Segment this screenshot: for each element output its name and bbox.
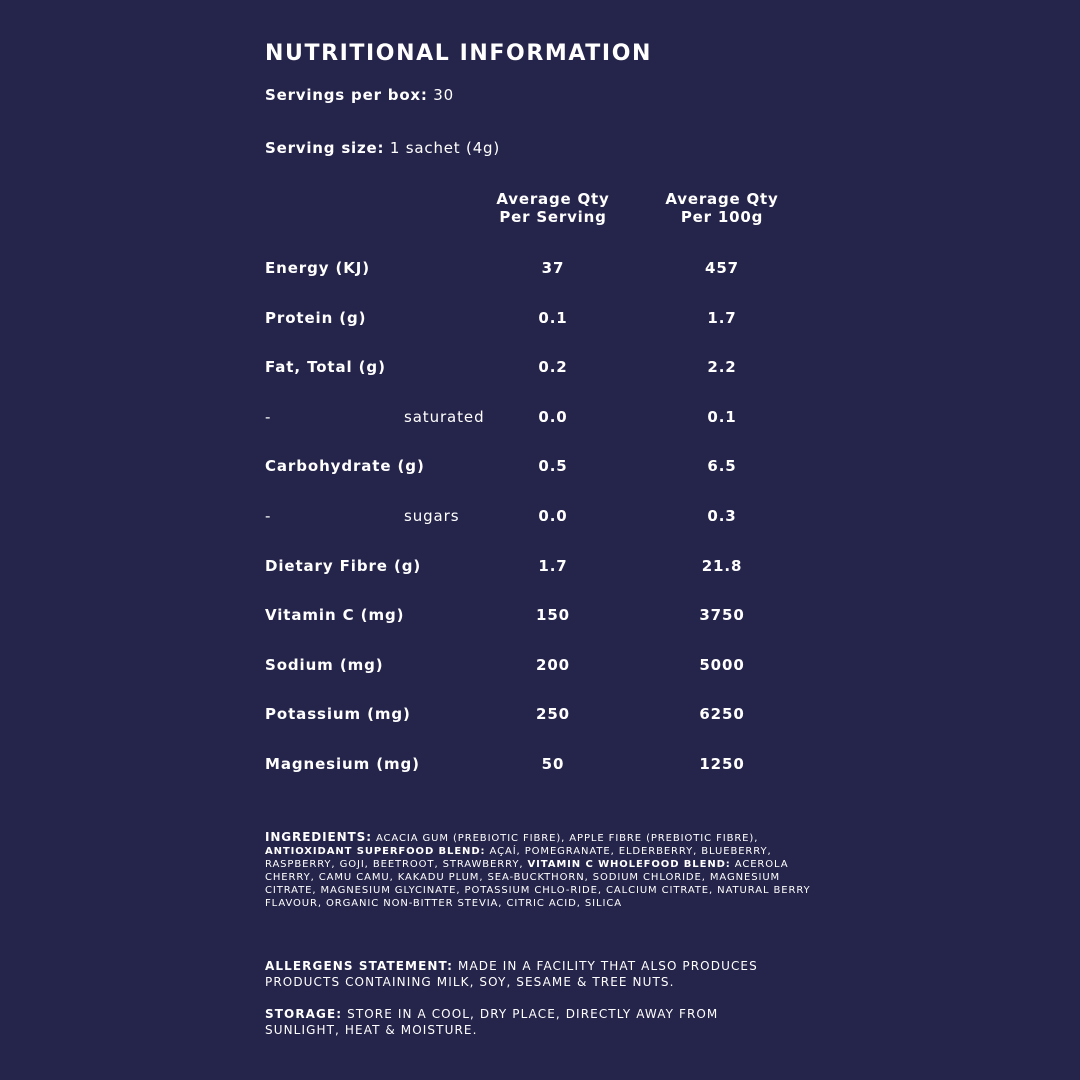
value-per-100g: 5000 [699,656,745,674]
value-per-100g: 21.8 [701,557,743,575]
value-per-serving: 0.2 [538,358,568,376]
sub-nutrient-name: saturated [404,408,485,426]
value-per-100g: 0.1 [707,408,737,426]
nutrient-row [265,306,845,330]
value-per-serving: 150 [535,606,570,624]
blend-label: ANTIOXIDANT SUPERFOOD BLEND: [265,846,486,857]
serving-size-value: 1 sachet (4g) [389,139,501,157]
column-header-line: Per Serving [499,208,607,226]
value-per-serving: 0.1 [538,309,568,327]
ingredients-label: INGREDIENTS: [265,830,372,844]
nutrient-row [265,405,845,429]
value-per-serving: 0.0 [538,507,568,525]
nutrient-row [265,355,845,379]
storage-statement [265,1006,785,1038]
value-per-100g: 6.5 [707,457,737,475]
value-per-100g: 3750 [699,606,745,624]
value-per-serving: 0.0 [538,408,568,426]
nutrition-panel [265,0,845,1080]
nutrient-row [265,702,845,726]
column-header-line: Average Qty [665,190,779,208]
value-per-100g: 457 [704,259,739,277]
value-per-serving: 1.7 [538,557,568,575]
nutrient-row [265,603,845,627]
column-header-line: Average Qty [496,190,610,208]
sub-nutrient-dash: - [265,408,272,426]
nutrient-name: Sodium (mg) [265,656,384,674]
page-title: NUTRITIONAL INFORMATION [265,41,653,66]
ingredients-statement [265,831,835,910]
nutrient-name: Energy (KJ) [265,259,371,277]
value-per-100g: 1250 [699,755,745,773]
value-per-serving: 37 [541,259,565,277]
ingredients-text: ACACIA GUM (PREBIOTIC FIBRE), APPLE FIBRE (PREBIOTIC FIBRE), [371,833,759,844]
storage-text: STORE IN A COOL, DRY PLACE, DIRECTLY AWAY FROM SUNLIGHT, HEAT & MOISTURE. [265,1007,719,1037]
nutrient-row [265,752,845,776]
sub-nutrient-dash: - [265,507,272,525]
nutrient-name: Fat, Total (g) [265,358,386,376]
serving-size [265,138,500,158]
value-per-100g: 1.7 [707,309,737,327]
storage-label: STORAGE: [265,1007,343,1021]
value-per-serving: 50 [541,755,565,773]
ingredients-text: AÇAÍ, POMEGRANATE, ELDERBERRY, BLUEBERRY, RASPBERRY, GOJI, BEETROOT, STRAWBERRY, [265,846,772,870]
blend-label: VITAMIN C WHOLEFOOD BLEND: [527,859,731,870]
allergens-label: ALLERGENS STATEMENT: [265,959,454,973]
servings-label: Servings per box: [265,86,428,104]
servings-per-box [265,85,454,105]
nutrient-name: Magnesium (mg) [265,755,420,773]
value-per-serving: 200 [535,656,570,674]
allergens-text: MADE IN A FACILITY THAT ALSO PRODUCES PRODUCTS CONTAINING MILK, SOY, SESAME & TREE NUTS. [265,959,758,989]
value-per-100g: 6250 [699,705,745,723]
nutrient-row [265,504,845,528]
value-per-serving: 250 [535,705,570,723]
value-per-100g: 0.3 [707,507,737,525]
allergens-statement [265,958,785,990]
nutrient-row [265,256,845,280]
value-per-100g: 2.2 [707,358,737,376]
ingredients-text: ACEROLA CHERRY, CAMU CAMU, KAKADU PLUM, SEA-BUCKTHORN, SODIUM CHLORIDE, MAGNESIUM CITRATE, MAGNESIUM GLYCINATE, POTASSIUM CHLO-RIDE, CALCIUM CITRATE, NATURAL BERRY FLAVOUR, ORGANIC NON-BITTER STEVIA, CITRIC ACID, SILICA [265,859,811,909]
value-per-serving: 0.5 [538,457,568,475]
nutrient-row [265,454,845,478]
column-header-per-100g [622,190,822,226]
nutrient-name: Protein (g) [265,309,367,327]
nutrient-name: Dietary Fibre (g) [265,557,422,575]
nutrient-row [265,653,845,677]
nutrient-name: Carbohydrate (g) [265,457,425,475]
servings-value: 30 [433,86,454,104]
nutrient-row [265,554,845,578]
nutrient-name: Potassium (mg) [265,705,411,723]
sub-nutrient-name: sugars [404,507,460,525]
serving-size-label: Serving size: [265,139,385,157]
column-header-line: Per 100g [680,208,764,226]
nutrient-name: Vitamin C (mg) [265,606,405,624]
